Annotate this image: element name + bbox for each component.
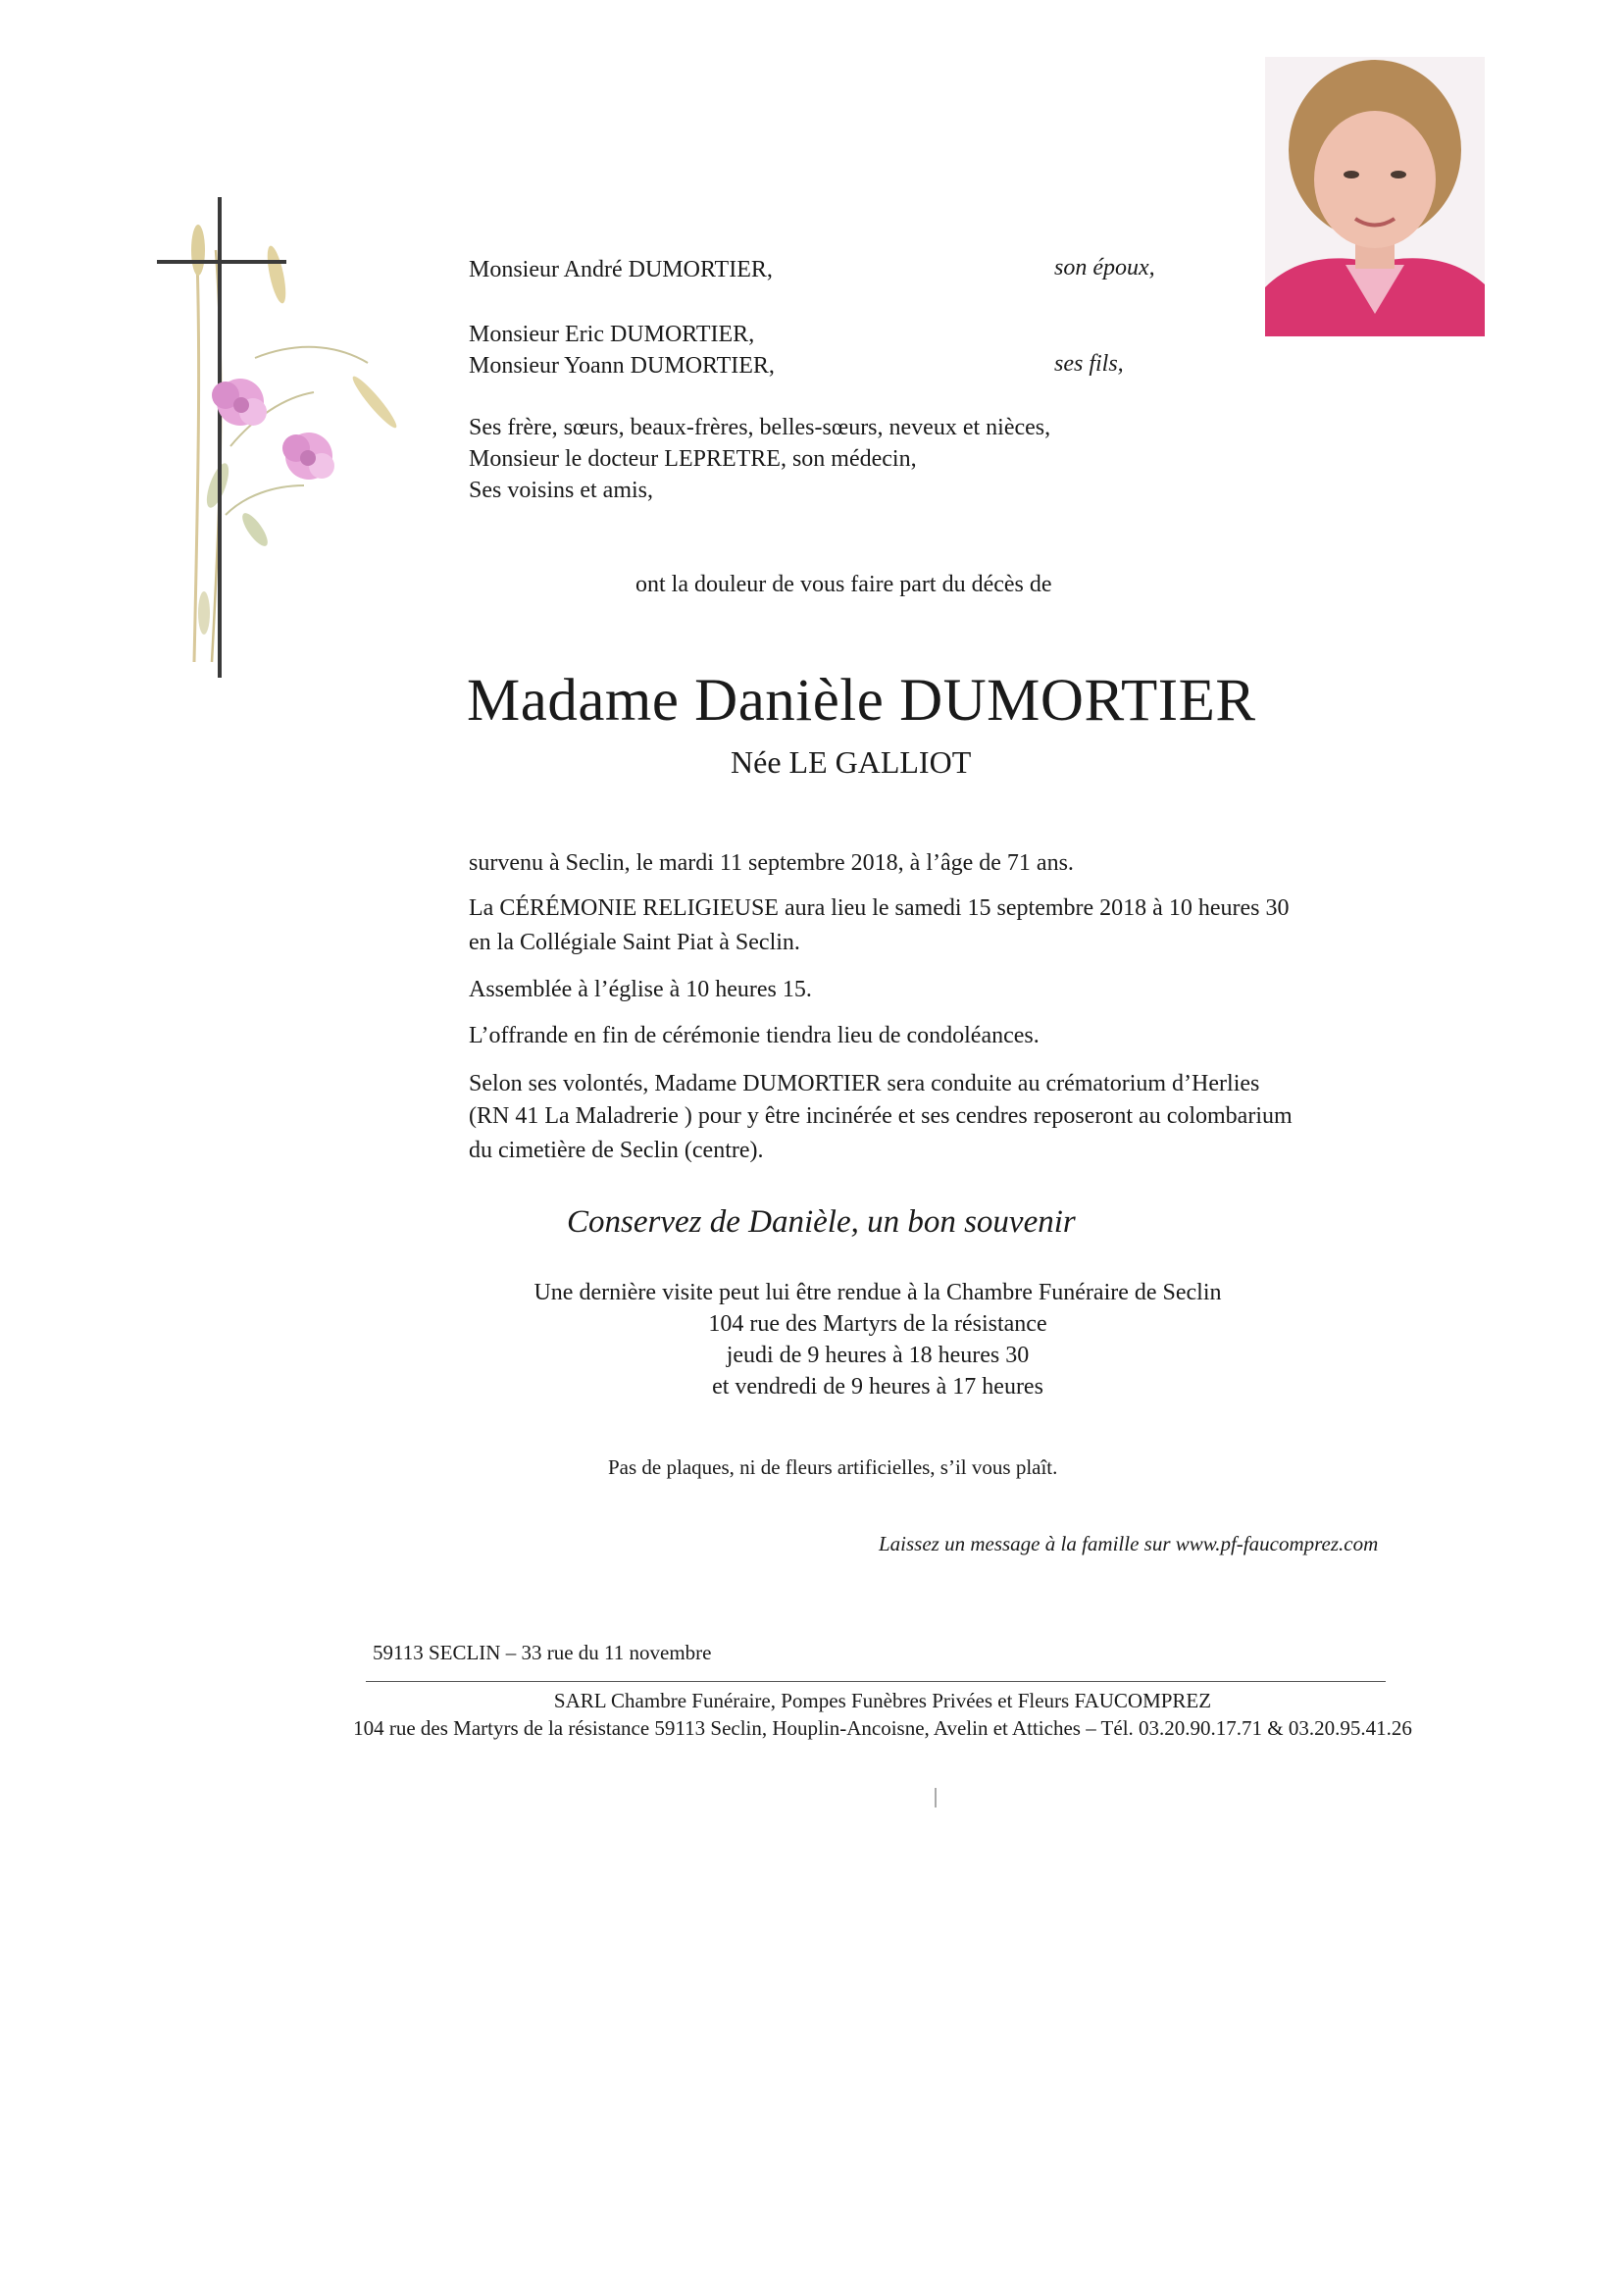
announcement: ont la douleur de vous faire part du décès de: [635, 572, 1052, 597]
others-line-1: Ses frère, sœurs, beaux-frères, belles-sœurs, neveux et nièces,: [469, 415, 1051, 440]
portrait-photo: [1265, 57, 1485, 336]
visit-line-3: jeudi de 9 heures à 18 heures 30: [726, 1343, 1030, 1368]
message-note: Laissez un message à la famille sur www.pf-faucomprez.com: [879, 1532, 1379, 1555]
details-p4: L’offrande en fin de cérémonie tiendra lieu de condoléances.: [469, 1023, 1040, 1048]
spouse-role: son époux,: [1054, 255, 1155, 280]
son1-name: Monsieur Eric DUMORTIER,: [469, 322, 755, 347]
spouse-name: Monsieur André DUMORTIER,: [469, 257, 773, 282]
details-p5c: du cimetière de Seclin (centre).: [469, 1138, 764, 1163]
no-flowers-note: Pas de plaques, ni de fleurs artificielles, s’il vous plaît.: [608, 1455, 1058, 1479]
scan-mark: [935, 1788, 937, 1807]
visit-line-1: Une dernière visite peut lui être rendue à la Chambre Funéraire de Seclin: [533, 1280, 1222, 1305]
memorial-quote: Conservez de Danièle, un bon souvenir: [567, 1204, 1076, 1240]
deceased-nee: Née LE GALLIOT: [731, 744, 972, 780]
footer-company: SARL Chambre Funéraire, Pompes Funèbres Privées et Fleurs FAUCOMPREZ: [553, 1689, 1212, 1712]
deceased-name: Madame Danièle DUMORTIER: [467, 668, 1256, 734]
cross-with-flowers-icon: [147, 191, 422, 691]
footer-divider: [366, 1681, 1386, 1682]
details-p5b: (RN 41 La Maladrerie ) pour y être incinérée et ses cendres reposeront au colombarium: [469, 1103, 1293, 1129]
footer-contact: 104 rue des Martyrs de la résistance 59113 Seclin, Houplin-Ancoisne, Avelin et Attiches – Tél. 03.20.90.17.71 & 03.20.95.41.26: [353, 1716, 1412, 1740]
details-p3: Assemblée à l’église à 10 heures 15.: [469, 977, 812, 1002]
sons-role: ses fils,: [1054, 351, 1124, 377]
visit-line-2: 104 rue des Martyrs de la résistance: [708, 1311, 1047, 1337]
details-p1: survenu à Seclin, le mardi 11 septembre 2018, à l’âge de 71 ans.: [469, 850, 1074, 876]
footer-address: 59113 SECLIN – 33 rue du 11 novembre: [373, 1641, 712, 1664]
others-line-3: Ses voisins et amis,: [469, 478, 654, 503]
details-p2b: en la Collégiale Saint Piat à Seclin.: [469, 930, 800, 955]
son2-name: Monsieur Yoann DUMORTIER,: [469, 353, 775, 379]
details-p2a: La CÉRÉMONIE RELIGIEUSE aura lieu le samedi 15 septembre 2018 à 10 heures 30: [469, 895, 1290, 921]
others-line-2: Monsieur le docteur LEPRETRE, son médecin,: [469, 446, 917, 472]
details-p5a: Selon ses volontés, Madame DUMORTIER sera conduite au crématorium d’Herlies: [469, 1071, 1260, 1096]
visit-line-4: et vendredi de 9 heures à 17 heures: [712, 1374, 1043, 1400]
